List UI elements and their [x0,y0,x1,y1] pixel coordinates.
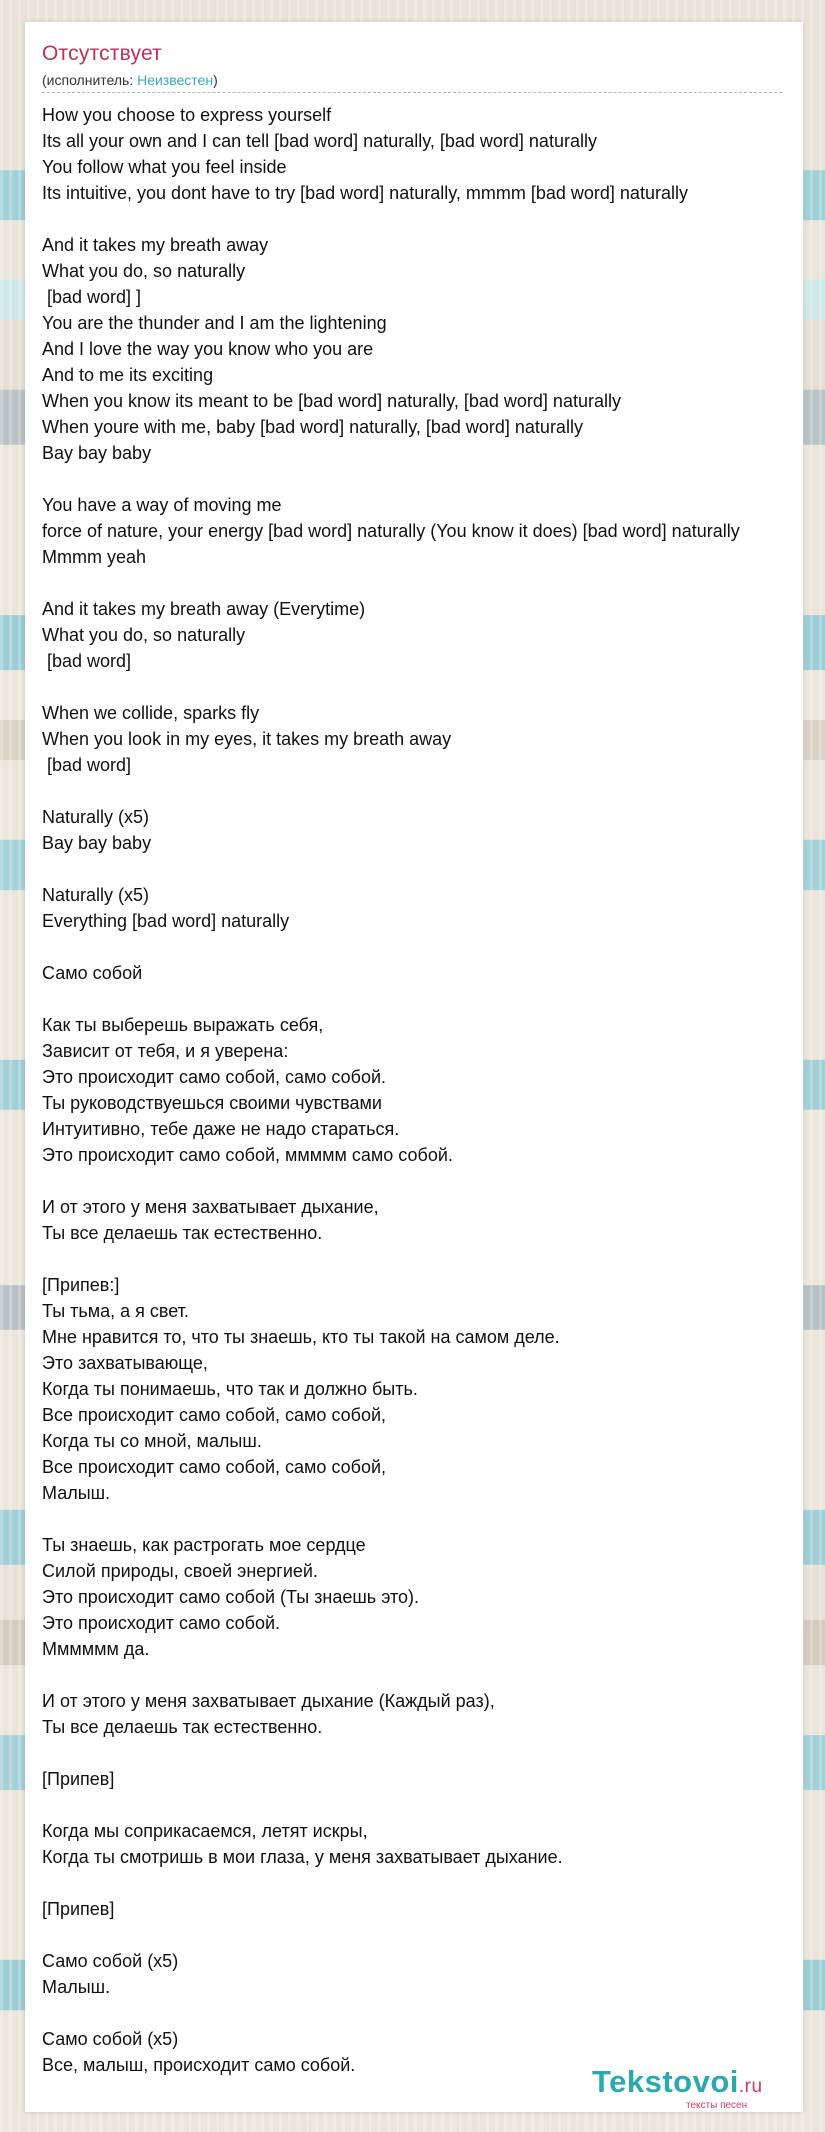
artist-line [42,72,218,88]
lyric-line: Ты тьма, а я свет. [42,1301,189,1321]
lyric-line: Мне нравится то, что ты знаешь, кто ты такой на самом деле. [42,1327,560,1347]
lyric-line: When youre with me, baby [bad word] naturally, [bad word] naturally [42,417,583,437]
lyric-line: Ты все делаешь так естественно. [42,1223,323,1243]
lyric-line: И от этого у меня захватывает дыхание, [42,1197,379,1217]
lyric-line: What you do, so naturally [42,261,246,281]
lyric-line: Само собой (x5) [42,2029,179,2049]
lyric-line: Малыш. [42,1977,111,1997]
lyric-line: [Припев] [42,1769,115,1789]
lyric-line: Mmmm yeah [42,547,147,567]
lyric-line: Как ты выберешь выражать себя, [42,1015,324,1035]
lyric-line: You are the thunder and I am the lightening [42,313,387,333]
lyric-line: И от этого у меня захватывает дыхание (Каждый раз), [42,1691,495,1711]
lyric-line: Малыш. [42,1483,111,1503]
lyric-line: Naturally (x5) [42,885,150,905]
lyrics-text [42,102,825,2078]
divider [42,92,782,93]
lyric-line: Зависит от тебя, и я уверена: [42,1041,289,1061]
lyric-line: And I love the way you know who you are [42,339,374,359]
lyric-line: Мммммм да. [42,1639,150,1659]
lyric-line: Все происходит само собой, само собой, [42,1405,387,1425]
lyric-line: Its all your own and I can tell [bad word] naturally, [bad word] naturally [42,131,597,151]
lyric-line: Bay bay baby [42,833,152,853]
song-title: Отсутствует [42,42,162,65]
lyric-line: Ты знаешь, как растрогать мое сердце [42,1535,366,1555]
lyric-line: Everything [bad word] naturally [42,911,290,931]
lyric-line: Это происходит само собой (Ты знаешь это). [42,1587,420,1607]
lyric-line: You have a way of moving me [42,495,282,515]
lyric-line: [bad word] [42,755,132,775]
lyric-line: When we collide, sparks fly [42,703,260,723]
lyric-line: When you know its meant to be [bad word] naturally, [bad word] naturally [42,391,621,411]
lyric-line: Интуитивно, тебе даже не надо стараться. [42,1119,400,1139]
site-logo[interactable] [592,2064,807,2120]
lyric-line: Когда ты понимаешь, что так и должно быть. [42,1379,418,1399]
lyric-line: Это захватывающе, [42,1353,208,1373]
lyric-line: [Припев:] [42,1275,120,1295]
lyric-line: Its intuitive, you dont have to try [bad word] naturally, mmmm [bad word] naturally [42,183,688,203]
logo-wordmark [592,2064,763,2100]
lyric-line: When you look in my eyes, it takes my breath away [42,729,452,749]
lyric-line: Это происходит само собой. [42,1613,281,1633]
lyric-line: And it takes my breath away [42,235,269,255]
lyric-line: Когда ты смотришь в мои глаза, у меня захватывает дыхание. [42,1847,563,1867]
logo-name: Tekstovoi [592,2064,739,2099]
lyric-line: Все происходит само собой, само собой, [42,1457,387,1477]
lyric-line: And to me its exciting [42,365,214,385]
lyric-line: Все, малыш, происходит само собой. [42,2055,356,2075]
lyric-line: Когда ты со мной, малыш. [42,1431,262,1451]
lyric-line: Само собой (x5) [42,1951,179,1971]
logo-tld: .ru [738,2076,763,2097]
lyric-line: And it takes my breath away (Everytime) [42,599,366,619]
lyric-line: Ты руководствуешься своими чувствами [42,1093,382,1113]
logo-tagline: тексты песен [686,2100,748,2111]
lyric-line: What you do, so naturally [42,625,246,645]
artist-prefix: (исполнитель: [42,72,138,88]
lyric-line: Naturally (x5) [42,807,150,827]
lyrics-card [25,22,803,2112]
lyric-line: Само собой [42,963,143,983]
artist-suffix: ) [213,72,218,88]
lyric-line: [bad word] [42,651,132,671]
lyric-line: Это происходит само собой, ммммм само собой. [42,1145,453,1165]
lyric-line: Это происходит само собой, само собой. [42,1067,387,1087]
lyric-line: Силой природы, своей энергией. [42,1561,318,1581]
lyric-line: How you choose to express yourself [42,105,332,125]
lyric-line: [Припев] [42,1899,115,1919]
artist-link[interactable]: Неизвестен [137,72,214,88]
lyric-line: You follow what you feel inside [42,157,287,177]
lyric-line: Когда мы соприкасаемся, летят искры, [42,1821,368,1841]
lyric-line: [bad word] ] [42,287,142,307]
lyric-line: force of nature, your energy [bad word] naturally (You know it does) [bad word] naturally [42,521,740,541]
lyric-line: Bay bay baby [42,443,152,463]
lyric-line: Ты все делаешь так естественно. [42,1717,323,1737]
